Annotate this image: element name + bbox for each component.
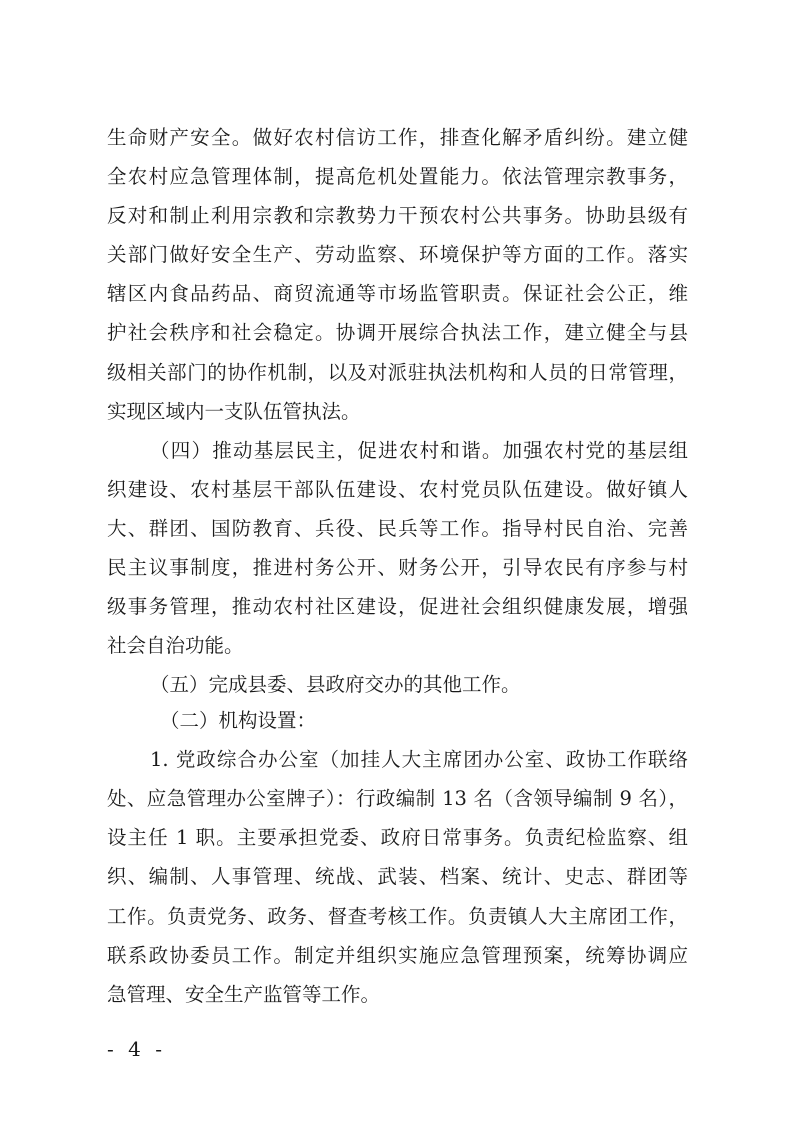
text-line: 级事务管理，推动农村社区建设，促进社会组织健康发展，增强 [107, 595, 688, 618]
text-line: 民主议事制度，推进村务公开、财务公开，引导农民有序参与村 [107, 556, 688, 579]
text-line: 实现区域内一支队伍管执法。 [107, 400, 361, 423]
text-line: 大、群团、国防教育、兵役、民兵等工作。指导村民自治、完善 [107, 517, 688, 540]
text-line: 生命财产安全。做好农村信访工作，排查化解矛盾纠纷。建立健 [107, 126, 688, 149]
text-line: （五）完成县委、县政府交办的其他工作。 [150, 673, 521, 696]
text-line: 全农村应急管理体制，提高危机处置能力。依法管理宗教事务， [107, 165, 688, 188]
text-line: 1. 党政综合办公室（加挂人大主席团办公室、政协工作联络 [150, 748, 688, 771]
section-heading: （二）机构设置： [160, 709, 317, 732]
text-line: 织、编制、人事管理、统战、武装、档案、统计、史志、群团等 [107, 865, 688, 888]
text-line: 辖区内食品药品、商贸流通等市场监管职责。保证社会公正，维 [107, 282, 688, 305]
text-line: 急管理、安全生产监管等工作。 [107, 983, 381, 1006]
text-line: 处、应急管理办公室牌子）：行政编制 13 名（含领导编制 9 名）， [107, 787, 688, 810]
text-line: （四）推动基层民主，促进农村和谐。加强农村党的基层组 [150, 439, 688, 462]
page-number: - 4 - [107, 1037, 166, 1061]
text-line: 设主任 1 职。主要承担党委、政府日常事务。负责纪检监察、组 [107, 826, 688, 849]
text-line: 织建设、农村基层干部队伍建设、农村党员队伍建设。做好镇人 [107, 478, 688, 501]
text-line: 工作。负责党务、政务、督查考核工作。负责镇人大主席团工作， [107, 905, 688, 928]
text-line: 级相关部门的协作机制，以及对派驻执法机构和人员的日常管理， [107, 361, 688, 384]
text-line: 反对和制止利用宗教和宗教势力干预农村公共事务。协助县级有 [107, 204, 688, 227]
text-line: 护社会秩序和社会稳定。协调开展综合执法工作，建立健全与县 [107, 321, 688, 344]
text-line: 社会自治功能。 [107, 634, 244, 657]
text-line: 联系政协委员工作。制定并组织实施应急管理预案，统筹协调应 [107, 944, 688, 967]
text-line: 关部门做好安全生产、劳动监察、环境保护等方面的工作。落实 [107, 243, 688, 266]
